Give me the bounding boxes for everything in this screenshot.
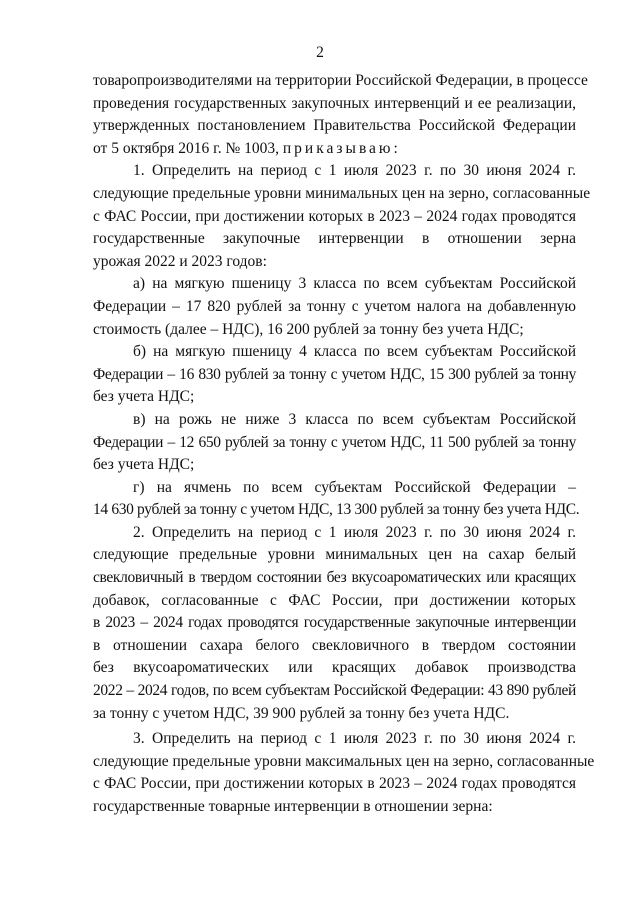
text-line: а) на мягкую пшеницу 3 класса по всем субъектам Российской [133,275,576,293]
text-line: г) на ячмень по всем субъектам Российской Федерации – [133,478,576,496]
item-g [93,477,580,522]
paragraph-1 [93,160,591,273]
text-line: с ФАС России, при достижении которых в 2023 – 2024 годах проводятся [93,207,576,225]
text-line: Федерации – 17 820 рублей за тонну с учетом налога на добавленную [93,297,576,315]
text-line: в отношении сахара белого свекловичного в твердом состоянии [93,636,576,654]
text-line: Федерации – 12 650 рублей за тонну с учетом НДС, 11 500 рублей за тонну [93,433,576,451]
text-line: следующие предельные уровни минимальных цен на сахар белый [93,546,576,564]
text-line: товаропроизводителями на территории Российской Федерации, в процессе [93,72,588,89]
text-line: без учета НДС; [93,456,195,474]
paragraph-2 [93,522,576,725]
paragraph-3 [93,728,595,818]
text-line: следующие предельные уровни минимальных цен на зерно, согласованные [93,184,591,202]
text-line: следующие предельные уровни максимальных цен на зерно, согласованные [93,752,595,770]
text-line: с ФАС России, при достижении которых в 2023 – 2024 годах проводятся [93,775,576,793]
text-line: добавок, согласованные с ФАС России, при достижении которых [93,591,576,609]
text-line: в) на рожь не ниже 3 класса по всем субъектам Российской [133,410,576,428]
paragraph-intro [93,70,588,160]
item-a [93,273,576,341]
text-line: б) на мягкую пшеницу 4 класса по всем субъектам Российской [133,343,576,361]
item-v [93,409,576,477]
text-line: в 2023 – 2024 годах проводятся государственные закупочные интервенции [93,614,576,632]
text-fragment: от 5 октября 2016 г. № 1003, [93,139,283,157]
text-line [93,138,576,161]
page-number: 2 [316,44,324,61]
text-line: 2022 – 2024 годов, по всем субъектам Российской Федерации: 43 890 рублей [93,682,576,700]
text-line: без вкусоароматических или красящих добавок производства [93,659,576,677]
text-line: свекловичный в твердом состоянии без вкусоароматических или красящих [93,569,576,587]
order-word: приказываю: [282,139,401,157]
text-line: 2. Определить на период с 1 июля 2023 г. по 30 июня 2024 г. [133,523,576,541]
document-body [93,70,595,819]
text-line: 14 630 рублей за тонну с учетом НДС, 13 300 рублей за тонну без учета НДС. [93,501,580,519]
item-b [93,341,576,409]
text-line: государственные закупочные интервенции в отношении зерна [93,230,576,248]
text-line: государственные товарные интервенции в отношении зерна: [93,798,493,815]
text-line: без учета НДС; [93,388,195,406]
text-line: проведения государственных закупочных интервенций и ее реализации, [93,94,576,112]
text-line: за тонну с учетом НДС, 39 900 рублей за тонну без учета НДС. [93,704,510,722]
text-line: урожая 2022 и 2023 годов: [93,252,267,270]
text-line: стоимость (далее – НДС), 16 200 рублей за тонну без учета НДС; [93,320,524,338]
text-line: 3. Определить на период с 1 июля 2023 г. по 30 июня 2024 г. [133,730,576,748]
text-line: Федерации – 16 830 рублей за тонну с учетом НДС, 15 300 рублей за тонну [93,365,576,383]
text-line: утвержденных постановлением Правительства Российской Федерации [93,117,576,135]
text-line: 1. Определить на период с 1 июля 2023 г. по 30 июня 2024 г. [133,162,576,180]
